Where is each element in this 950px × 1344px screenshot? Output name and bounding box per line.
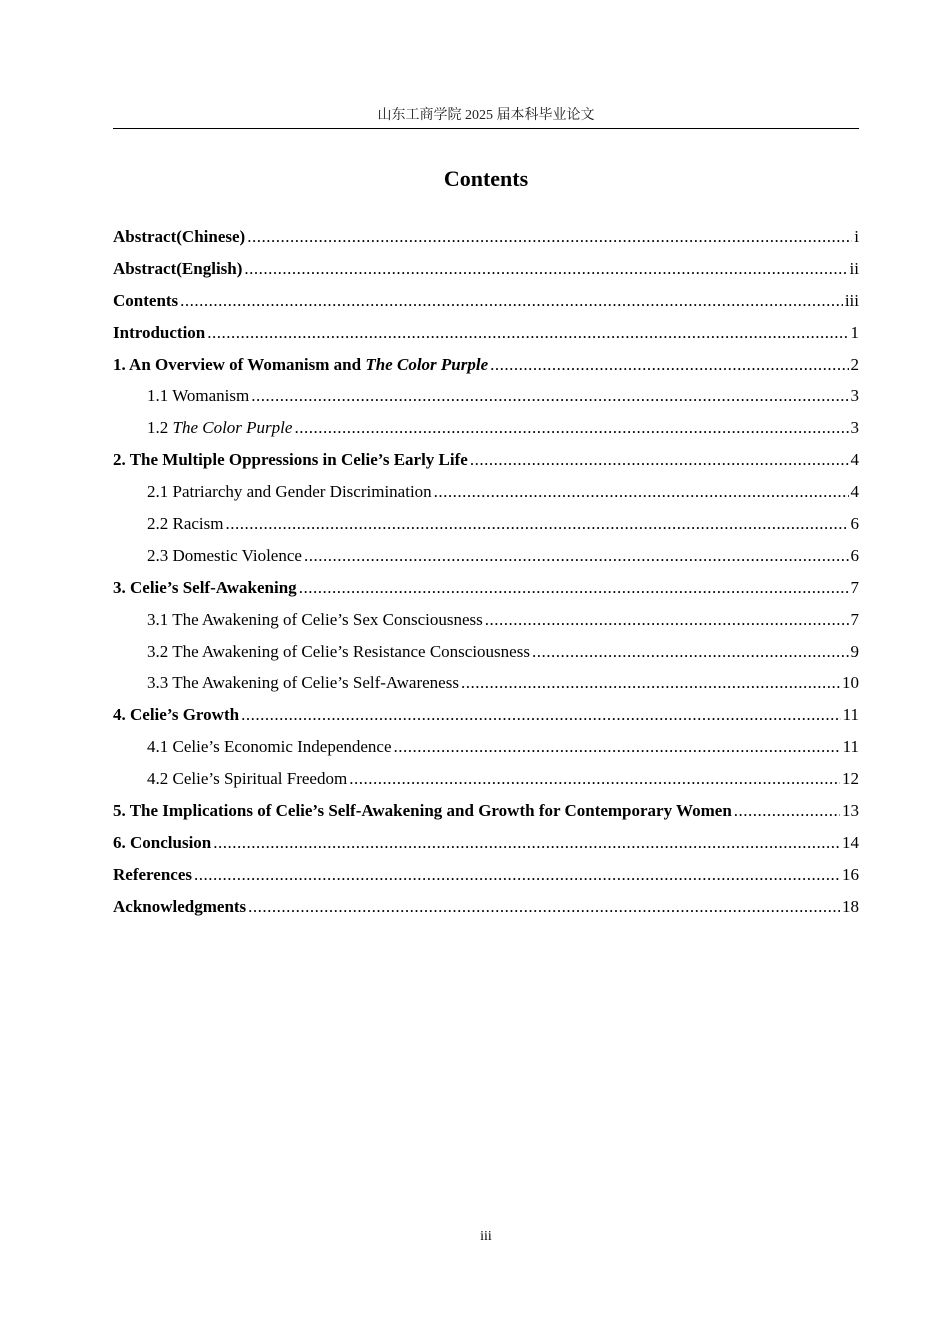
toc-page-number: 12 <box>842 769 859 789</box>
toc-entry[interactable] <box>113 383 859 415</box>
table-of-contents <box>113 224 859 926</box>
toc-page-number: 3 <box>850 386 859 406</box>
toc-page-number: iii <box>844 290 859 310</box>
running-header: 山东工商学院 2025 届本科毕业论文 <box>377 108 595 123</box>
dot-leader <box>241 702 841 728</box>
toc-entry-title: Acknowledgments <box>113 896 247 916</box>
toc-entry-title: 2.3 Domestic Violence <box>147 545 302 565</box>
footer-page-number: iii <box>480 1229 492 1244</box>
dot-leader <box>734 798 840 824</box>
toc-entry-title: 2.2 Racism <box>147 514 224 534</box>
dot-leader <box>532 639 849 665</box>
toc-entry[interactable] <box>113 702 859 734</box>
toc-page-number: 4 <box>850 450 859 470</box>
toc-entry[interactable] <box>113 479 859 511</box>
toc-page-number: 18 <box>842 896 859 916</box>
toc-entry[interactable] <box>113 607 859 639</box>
toc-page-number: 4 <box>850 482 859 502</box>
dot-leader <box>349 766 840 792</box>
toc-entry-title: Abstract(Chinese) <box>113 227 246 246</box>
dot-leader <box>180 288 843 314</box>
header-rule <box>113 128 859 129</box>
dot-leader <box>461 670 840 696</box>
toc-entry-title: 3.2 The Awakening of Celie’s Resistance Consciousness <box>147 641 530 661</box>
toc-page-number: 16 <box>842 864 859 884</box>
toc-entry-title: 1.1 Womanism <box>147 386 250 406</box>
dot-leader <box>207 320 848 346</box>
dot-leader <box>194 862 840 888</box>
toc-entry[interactable] <box>113 320 859 352</box>
toc-entry-title: 4.2 Celie’s Spiritual Freedom <box>147 769 348 789</box>
dot-leader <box>299 575 849 601</box>
toc-entry[interactable] <box>113 352 859 384</box>
dot-leader <box>248 894 840 920</box>
dot-leader <box>485 607 849 633</box>
toc-page-number: 14 <box>842 832 859 852</box>
toc-page-number: 13 <box>842 801 859 821</box>
dot-leader <box>213 830 840 856</box>
toc-entry[interactable] <box>113 734 859 766</box>
toc-entry-title: Abstract(English) <box>113 258 243 278</box>
toc-entry[interactable] <box>113 894 859 926</box>
page-title: Contents <box>443 166 529 191</box>
toc-page-number: i <box>854 227 859 246</box>
toc-entry[interactable] <box>113 575 859 607</box>
toc-page-number: 11 <box>842 705 859 725</box>
toc-entry-title: 3. Celie’s Self-Awakening <box>113 577 297 597</box>
toc-entry-title: 6. Conclusion <box>113 832 212 852</box>
toc-page-number: 11 <box>842 737 859 757</box>
toc-entry-title: Contents <box>113 290 179 310</box>
toc-entry[interactable] <box>113 288 859 320</box>
dot-leader <box>247 224 852 250</box>
toc-entry-title: 2. The Multiple Oppressions in Celie’s Early Life <box>113 450 468 470</box>
toc-entry-title: 1. An Overview of Womanism and The Color Purple <box>113 354 489 374</box>
dot-leader <box>251 383 848 409</box>
toc-entry-title: 3.1 The Awakening of Celie’s Sex Consciousness <box>147 609 483 629</box>
dot-leader <box>470 447 849 473</box>
toc-entry[interactable] <box>113 511 859 543</box>
toc-entry[interactable] <box>113 447 859 479</box>
toc-entry[interactable] <box>113 543 859 575</box>
toc-entry-title: 4.1 Celie’s Economic Independence <box>147 737 392 757</box>
toc-entry[interactable] <box>113 862 859 894</box>
toc-entry[interactable] <box>113 830 859 862</box>
dot-leader <box>294 415 848 441</box>
toc-entry[interactable] <box>113 670 859 702</box>
toc-entry-title: 2.1 Patriarchy and Gender Discrimination <box>147 482 432 502</box>
toc-page-number: 7 <box>850 577 859 597</box>
toc-entry[interactable] <box>113 224 859 256</box>
dot-leader <box>304 543 849 569</box>
toc-entry-title: 5. The Implications of Celie’s Self-Awakening and Growth for Contemporary Women <box>113 801 732 821</box>
dot-leader <box>244 256 847 282</box>
dot-leader <box>226 511 849 537</box>
toc-page-number: 9 <box>850 641 859 661</box>
toc-entry[interactable] <box>113 766 859 798</box>
toc-page-number: 1 <box>850 322 859 342</box>
toc-entry-title: 3.3 The Awakening of Celie’s Self-Awareness <box>147 673 459 693</box>
toc-page-number: ii <box>849 258 859 278</box>
toc-page-number: 6 <box>850 514 859 534</box>
toc-entry-title: Introduction <box>113 322 206 342</box>
toc-entry[interactable] <box>113 639 859 671</box>
dot-leader <box>434 479 849 505</box>
toc-page-number: 10 <box>842 673 859 693</box>
dot-leader <box>394 734 841 760</box>
toc-page-number: 2 <box>850 354 859 374</box>
toc-entry-title: References <box>113 864 192 884</box>
toc-entry[interactable] <box>113 798 859 830</box>
toc-entry-title: 4. Celie’s Growth <box>113 705 240 725</box>
toc-page-number: 6 <box>850 545 859 565</box>
toc-entry[interactable] <box>113 415 859 447</box>
toc-entry[interactable] <box>113 256 859 288</box>
toc-page-number: 7 <box>850 609 859 629</box>
toc-page-number: 3 <box>850 418 859 438</box>
toc-entry-title: 1.2 The Color Purple <box>147 418 293 438</box>
dot-leader <box>490 352 848 378</box>
